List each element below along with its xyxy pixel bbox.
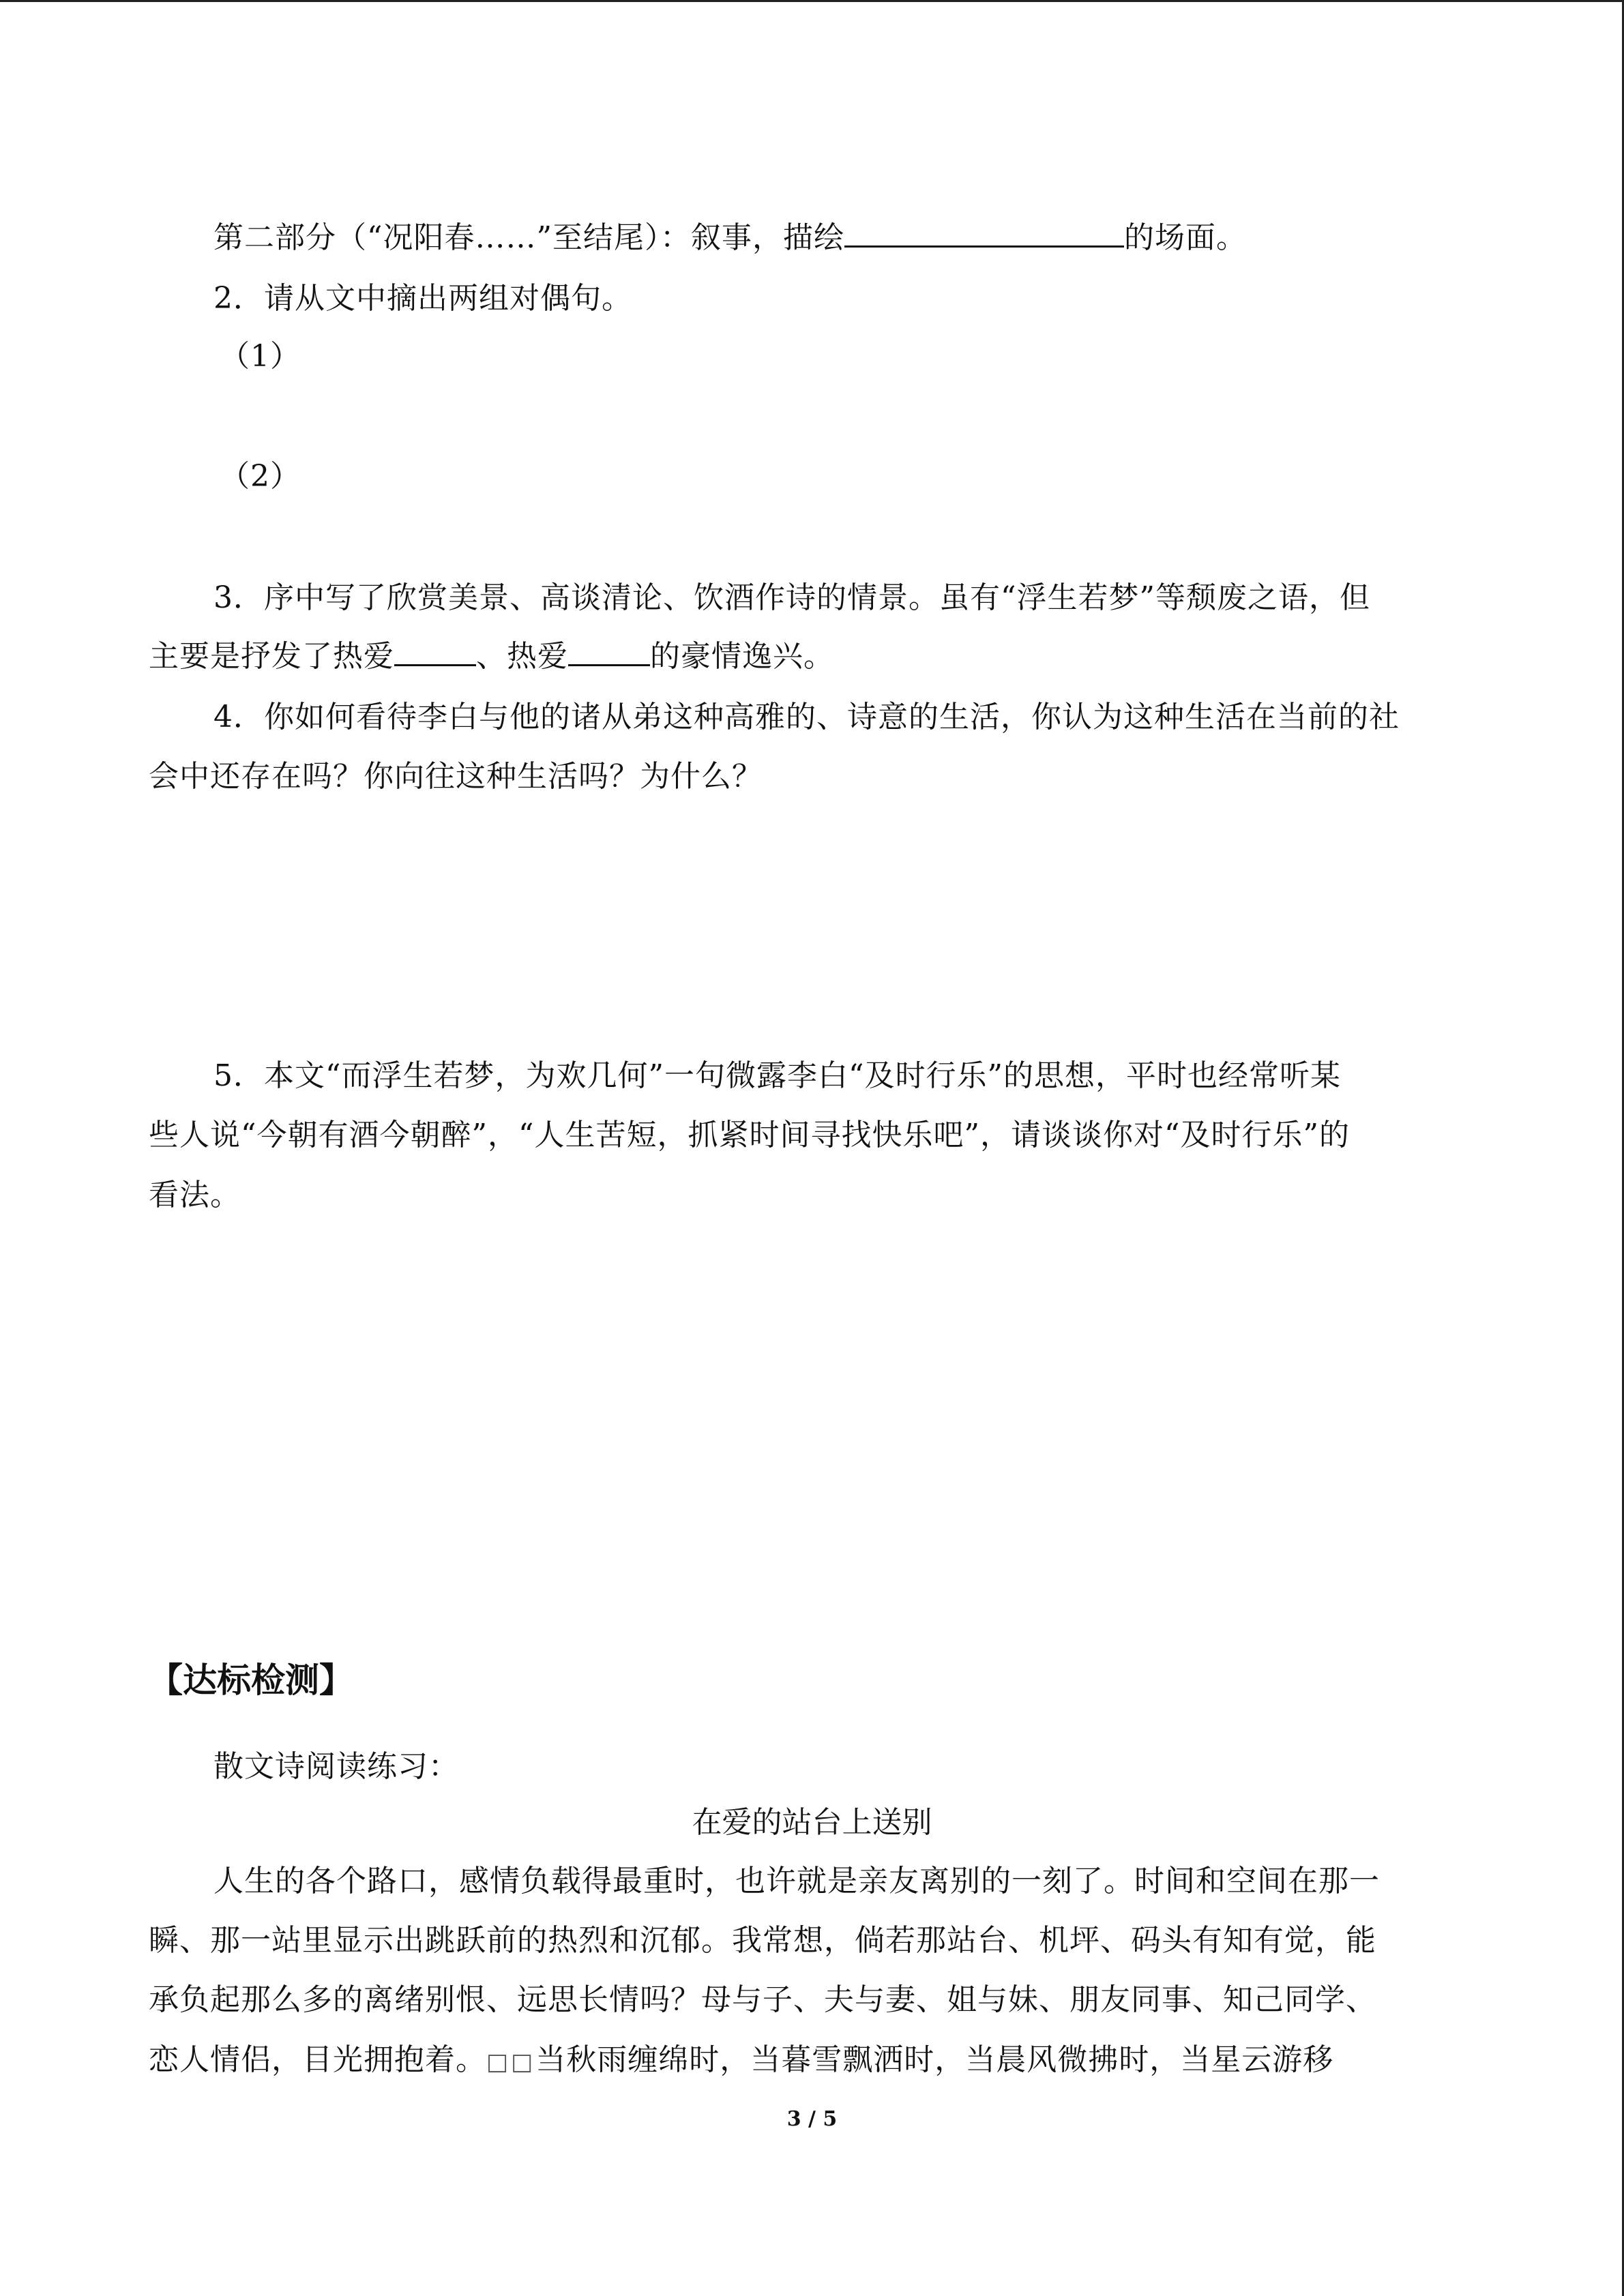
question-3-line-1: 3．序中写了欣赏美景、高谈清论、饮酒作诗的情景。虽有“浮生若梦”等颓废之语，但 — [213, 580, 1370, 615]
question-2-stem: 2．请从文中摘出两组对偶句。 — [213, 281, 632, 316]
reading-intro: 散文诗阅读练习： — [213, 1749, 459, 1784]
poem-line-4 — [149, 2040, 1333, 2083]
q1-part2-text: 第二部分（“况阳春……”至结尾）：叙事，描绘 — [213, 220, 844, 255]
q1-part2-suffix: 的场面。 — [1124, 220, 1247, 255]
answer-blank[interactable] — [394, 637, 476, 666]
poem-line-4-a: 恋人情侣，目光拥抱着。 — [149, 2042, 486, 2077]
poem-line-2: 瞬、那一站里显示出跳跃前的热烈和沉郁。我常想，倘若那站台、机坪、码头有知有觉，能 — [149, 1923, 1376, 1958]
answer-blank[interactable] — [568, 637, 650, 666]
question-5-line-2: 些人说“今朝有酒今朝醉”，“人生苦短，抓紧时间寻找快乐吧”，请谈谈你对“及时行乐”的 — [149, 1118, 1350, 1152]
answer-blank[interactable] — [844, 218, 1124, 248]
question-5-line-3: 看法。 — [149, 1178, 241, 1212]
question-2-item-2: （2） — [220, 459, 301, 494]
poem-title: 在爱的站台上送别 — [692, 1805, 932, 1840]
question-3-line-2 — [149, 636, 834, 677]
q1-part2-line — [213, 218, 1247, 258]
page-number: 3 / 5 — [786, 2107, 838, 2131]
question-5-line-1: 5．本文“而浮生若梦，为欢几何”一句微露李白“及时行乐”的思想，平时也经常听某 — [213, 1058, 1341, 1093]
q3-text-c: 的豪情逸兴。 — [650, 639, 834, 674]
question-4-line-2: 会中还存在吗？你向往这种生活吗？为什么？ — [149, 759, 763, 794]
section-heading: 【达标检测】 — [149, 1660, 353, 1700]
question-4-line-1: 4．你如何看待李白与他的诸从弟这种高雅的、诗意的生活，你认为这种生活在当前的社 — [213, 700, 1400, 734]
question-2-item-1: （1） — [220, 339, 301, 374]
poem-line-3: 承负起那么多的离绪别恨、远思长情吗？母与子、夫与妻、姐与妹、朋友同事、知己同学、 — [149, 1982, 1376, 2017]
poem-line-4-b: 当秋雨缠绵时，当暮雪飘洒时，当晨风微拂时，当星云游移 — [535, 2042, 1334, 2077]
q3-text-b: 、热爱 — [476, 639, 568, 674]
missing-glyph-boxes: □□ — [486, 2048, 536, 2076]
poem-line-1: 人生的各个路口，感情负载得最重时，也许就是亲友离别的一刻了。时间和空间在那一 — [213, 1864, 1380, 1898]
q3-text-a: 主要是抒发了热爱 — [149, 639, 394, 674]
